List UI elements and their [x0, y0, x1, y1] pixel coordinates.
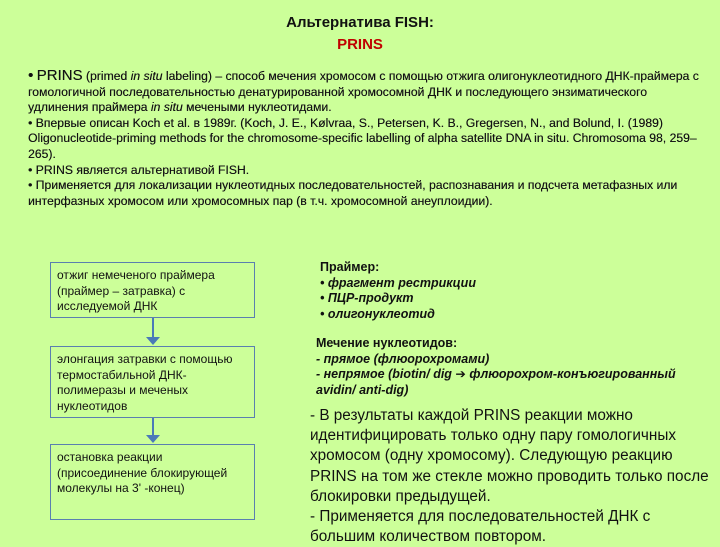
- labeling-heading: Мечение нуклеотидов:: [316, 336, 458, 350]
- labeling-indirect-part: - непрямое (biotin/ dig: [316, 367, 456, 381]
- intro-application: • Применяется для локализации нуклеотидных последовательностей, распознавания и подсчета метафазных или интерфазных хромосом или хромосомных пар (в т.ч. хромосомной анеуплоидии).: [28, 178, 678, 208]
- intro-text: [28, 68, 708, 209]
- definition-part: (primed: [82, 69, 131, 83]
- prins-term: PRINS: [36, 67, 83, 84]
- labeling-direct: - прямое (флюорохромами): [316, 351, 490, 366]
- intro-history: • Впервые описан Koch et al. в 1989г. (Koch, J. E., Kølvraa, S., Petersen, K. B., Gregersen, N., and Bolund, I. (1989) Oligonucleotide-priming methods for the chromosome-specific labelling of alpha satellite DNA in situ. Chromosoma 98, 259–265).: [28, 115, 697, 161]
- definition-part: мечеными нуклеотидами.: [182, 100, 332, 115]
- flow-step-termination: остановка реакции (присоединение блокирующей молекулы на 3' -конец): [50, 444, 255, 520]
- labeling-types: [316, 336, 716, 398]
- slide-title: [0, 12, 720, 56]
- in-situ-term: in situ: [150, 100, 183, 115]
- flow-step-elongation: элонгация затравки с помощью термостабильной ДНК-полимеразы и меченых нуклеотидов: [50, 346, 255, 418]
- primer-item: • олигонуклеотид: [320, 306, 435, 321]
- bullet: •: [28, 67, 34, 84]
- intro-definition: [28, 68, 708, 116]
- primer-types: [320, 260, 710, 322]
- title-main: Альтернатива FISH:: [286, 14, 434, 31]
- results-line: - В результаты каждой PRINS реакции можно идентифицировать только одну пару гомологичных хромосом (одну хромосому). Следующую реакцию PRINS на том же стекле можно проводить только после блокировки предыдущей.: [310, 407, 709, 505]
- primer-heading: Праймер:: [320, 260, 380, 274]
- labeling-indirect: [316, 367, 716, 398]
- labeling-indirect-part: флюорохром-конъюгированный avidin/ anti-dig): [316, 367, 676, 397]
- intro-alternative: • PRINS является альтернативой FISH.: [28, 162, 250, 177]
- primer-item: • фрагмент рестрикции: [320, 275, 476, 290]
- flow-arrow-icon: [150, 318, 156, 346]
- primer-item: • ПЦР-продукт: [320, 291, 414, 305]
- flow-arrow-icon: [150, 418, 156, 444]
- title-sub: PRINS: [337, 36, 383, 53]
- results-text: [310, 406, 715, 547]
- flow-step-annealing: отжиг немеченого праймера (праймер – затравка) с исследуемой ДНК: [50, 262, 255, 318]
- in-situ-term: in situ: [130, 69, 163, 83]
- definition-part: labeling) – способ мечения хромосом с помощью отжига олигонуклеотидного ДНК-праймера с гомологичной последовательностью денатурированной хромосомной ДНК и последующего энзиматического удлинения праймера: [28, 69, 699, 115]
- arrow-right-icon: ➔: [455, 367, 466, 381]
- results-line: - Применяется для последовательностей ДНК с большим количеством повтором.: [310, 508, 651, 546]
